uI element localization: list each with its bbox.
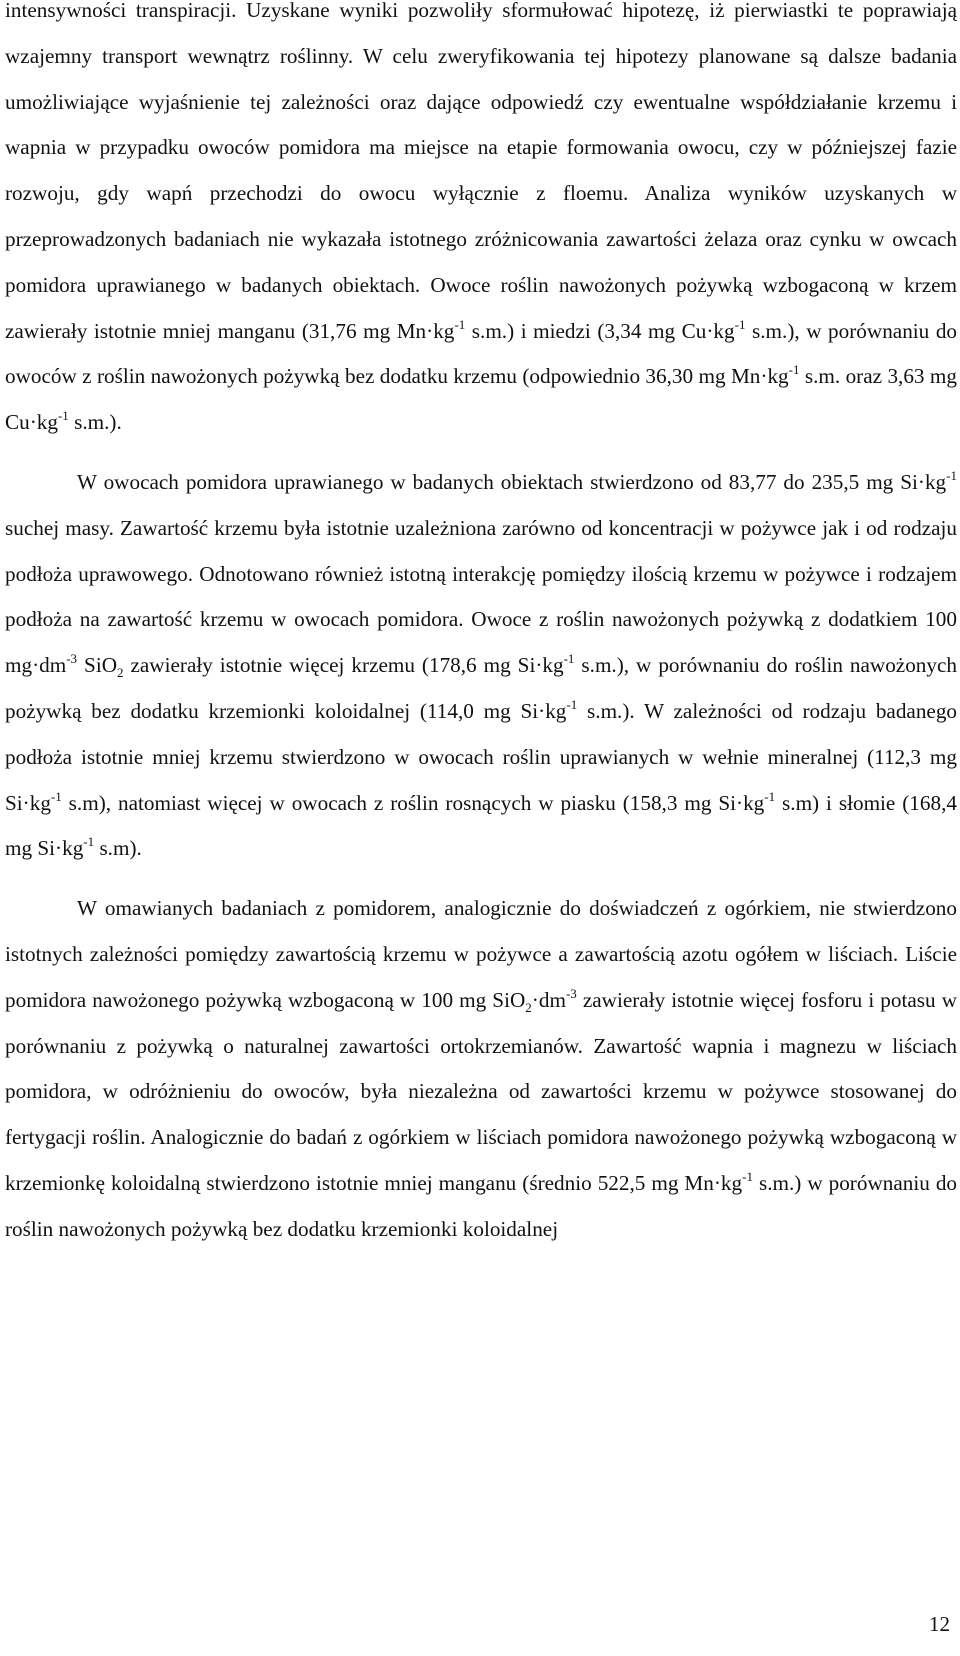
document-page xyxy=(5,0,957,1253)
text-run: s.m.), w porównaniu do owoców z roślin nawożonych pożywką bez dodatku krzemu (odpowiednio 36,30 mg Mn·kg xyxy=(5,318,958,389)
text-run: zawierały istotnie więcej krzemu (178,6 mg Si·kg xyxy=(123,653,564,678)
superscript: -1 xyxy=(734,316,746,332)
page-number: 12 xyxy=(929,1612,950,1636)
superscript: -1 xyxy=(566,696,578,712)
superscript: -1 xyxy=(788,362,800,378)
body-text xyxy=(5,0,957,1253)
superscript: -1 xyxy=(946,467,957,483)
text-run: s.m). xyxy=(94,836,142,861)
superscript: -3 xyxy=(66,651,78,667)
text-run: s.m) i słomie (168,4 mg Si·kg xyxy=(5,790,957,861)
text-run: s.m.). xyxy=(68,410,122,435)
text-run: s.m.) i miedzi (3,34 mg Cu·kg xyxy=(465,318,735,343)
text-run: SiO xyxy=(77,653,118,678)
text-run: s.m.) w porównaniu do roślin nawożonych pożywką bez dodatku krzemionki koloidalnej xyxy=(5,1170,958,1241)
text-run: ·dm xyxy=(531,987,566,1012)
subscript: 2 xyxy=(117,665,124,681)
text-run: intensywności transpiracji. Uzyskane wyniki pozwoliły sformułować hipotezę, iż pierwiastki te poprawiają wzajemny transport wewnątrz roślinny. W celu zweryfikowania tej hipotezy planowane są dalsze badania umożliwiające wyjaśnienie tej zależności oraz dające odpowiedź czy ewentualne współdziałanie krzemu i wapnia w przypadku owoców pomidora ma miejsce na etapie formowania owocu, czy w późniejszej fazie rozwoju, gdy wapń przechodzi do owocu wyłącznie z floemu. Analiza wyników uzyskanych w przeprowadzonych badaniach nie wykazała istotnego zróżnicowania zawartości żelaza oraz cynku w owcach pomidora uprawianego w badanych obiektach. Owoce roślin nawożonych pożywką wzbogaconą w krzem zawierały istotnie mniej manganu (31,76 mg Mn·kg xyxy=(5,0,957,343)
superscript: -1 xyxy=(764,788,776,804)
text-run: s.m. oraz 3,63 mg Cu·kg xyxy=(5,364,957,435)
paragraph-p1 xyxy=(5,0,957,446)
text-run: suchej masy. Zawartość krzemu była istotnie uzależniona zarówno od koncentracji w pożywce jak i od rodzaju podłoża uprawowego. Odnotowano również istotną interakcję pomiędzy ilością krzemu w pożywce i rodzajem podłoża na zawartość krzemu w owocach pomidora. Owoce z roślin nawożonych pożywką z dodatkiem 100 mg·dm xyxy=(5,515,957,678)
paragraph-gap xyxy=(5,446,957,460)
superscript: -1 xyxy=(57,408,69,424)
text-run: W omawianych badaniach z pomidorem, analogicznie do doświadczeń z ogórkiem, nie stwierdzono istotnych zależności pomiędzy zawartością krzemu w pożywce a zawartością azotu ogółem w liściach. Liście pomidora nawożonego pożywką wzbogaconą w 100 mg SiO xyxy=(5,896,957,1012)
superscript: -1 xyxy=(83,834,95,850)
paragraph-p2 xyxy=(5,460,957,872)
superscript: -3 xyxy=(565,985,577,1001)
superscript: -1 xyxy=(454,316,466,332)
paragraph-gap xyxy=(5,872,957,886)
superscript: -1 xyxy=(563,651,575,667)
subscript: 2 xyxy=(525,999,532,1015)
superscript: -1 xyxy=(742,1168,753,1184)
superscript: -1 xyxy=(50,788,62,804)
paragraph-p3 xyxy=(5,886,957,1252)
text-run: s.m.), w porównaniu do roślin nawożonych pożywką bez dodatku krzemionki koloidalnej (114,0 mg Si·kg xyxy=(5,653,957,723)
text-run: W owocach pomidora uprawianego w badanych obiektach stwierdzono od 83,77 do 235,5 mg Si·kg xyxy=(77,469,947,494)
text-run: zawierały istotnie więcej fosforu i potasu w porównaniu z pożywką o naturalnej zawartości ortokrzemianów. Zawartość wapnia i magnezu w liściach pomidora, w odróżnieniu do owoców, była niezależna od zawartości krzemu w pożywce stosowanej do fertygacji roślin. Analogicznie do badań z ogórkiem w liściach pomidora nawożonego pożywką wzbogaconą w krzemionkę koloidalną stwierdzono istotnie mniej manganu (średnio 522,5 mg Mn·kg xyxy=(5,987,957,1195)
text-run: s.m.). W zależności od rodzaju badanego podłoża istotnie mniej krzemu stwierdzono w owocach roślin uprawianych w wełnie mineralnej (112,3 mg Si·kg xyxy=(5,698,958,815)
text-run: s.m), natomiast więcej w owocach z roślin rosnących w piasku (158,3 mg Si·kg xyxy=(61,790,765,815)
